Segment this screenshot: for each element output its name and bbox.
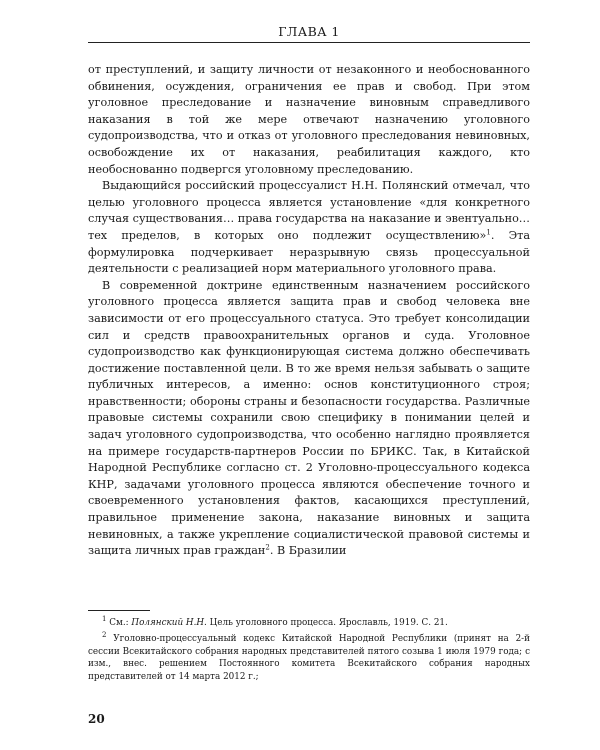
body-text: [88, 62, 530, 560]
footnote-1-prefix: См.:: [106, 618, 132, 628]
footnote-1-text: Цель уголовного процесса. Ярославль, 1919. С. 21.: [206, 618, 448, 628]
footnote-separator: [88, 610, 150, 611]
paragraph-2-text-end: . Эта формулировка подчеркивает неразрывную связь процессуальной деятельности с реализацией норм материального уголовного права.: [88, 228, 530, 276]
footnote-2: [88, 633, 530, 683]
footnote-2-text: Уголовно-процессуальный кодекс Китайской Народной Республики (принят на 2-й сессии Всекитайского собрания народных представителей пятого созыва 1 июля 1979 года; с изм., внес. решением Постоянного комитета Всекитайского собрания народных представителей от 14 марта 2012 г.;: [88, 634, 530, 682]
footnote-1-author: Полянский Н.Н.: [131, 618, 207, 628]
footnote-1-mark: 1: [102, 615, 107, 624]
running-head: ГЛАВА 1: [88, 22, 530, 43]
paragraph-3-text: В современной доктрине единственным назначением российского уголовного процесса является защита прав и свобод человека вне зависимости от его процессуального статуса. Это требует консолидации сил и средств правоохранительных органов и суда. Уголовное судопроизводство как функционирующая система должно обеспечивать достижение поставленной цели. В то же время нельзя забывать о защите публичных интересов, а именно: основ конституционного строя; нравственности; обороны страны и безопасности государства. Различные правовые системы сохранили свою специфику в понимании целей и задач уголовного судопроизводства, что особенно наглядно проявляется на примере государств-партнеров России по БРИКС. Так, в Китайской Народной Республике согласно ст. 2 Уголовно-процессуального кодекса КНР, задачами уголовного процесса являются обеспечение точного и своевременного установления фактов, касающихся преступлений, правильное применение закона, наказание виновных и защита невиновных, а также укрепление социалистической правовой системы и защита личных прав граждан: [88, 278, 530, 558]
footnote-2-mark: 2: [102, 631, 107, 640]
footnotes: [88, 617, 530, 687]
footnote-ref-1[interactable]: 1: [486, 228, 491, 237]
paragraph-1: от преступлений, и защиту личности от незаконного и необоснованного обвинения, осуждения, ограничения ее прав и свобод. При этом уголовное преследование и назначение виновным справедливого наказания в той же мере отвечают назначению уголовного судопроизводства, что и отказ от уголовного преследования невиновных, освобождение их от наказания, реабилитация каждого, кто необоснованно подвергся уголовному преследованию.: [88, 63, 530, 176]
paragraph-2: [88, 178, 530, 278]
paragraph-3-text-end: . В Бразилии: [269, 544, 347, 558]
paragraph-2-text: Выдающийся российский процессуалист Н.Н. Полянский отмечал, что целью уголовного процесса является установление «для конкретного случая существования… права государства на наказание и эвентуально… тех пределов, в которых оно подлежит осуществлению»: [88, 179, 530, 242]
footnote-1: [88, 617, 530, 629]
page-number: 20: [88, 712, 105, 726]
footnote-ref-2[interactable]: 2: [265, 543, 270, 552]
paragraph-3: [88, 278, 530, 560]
